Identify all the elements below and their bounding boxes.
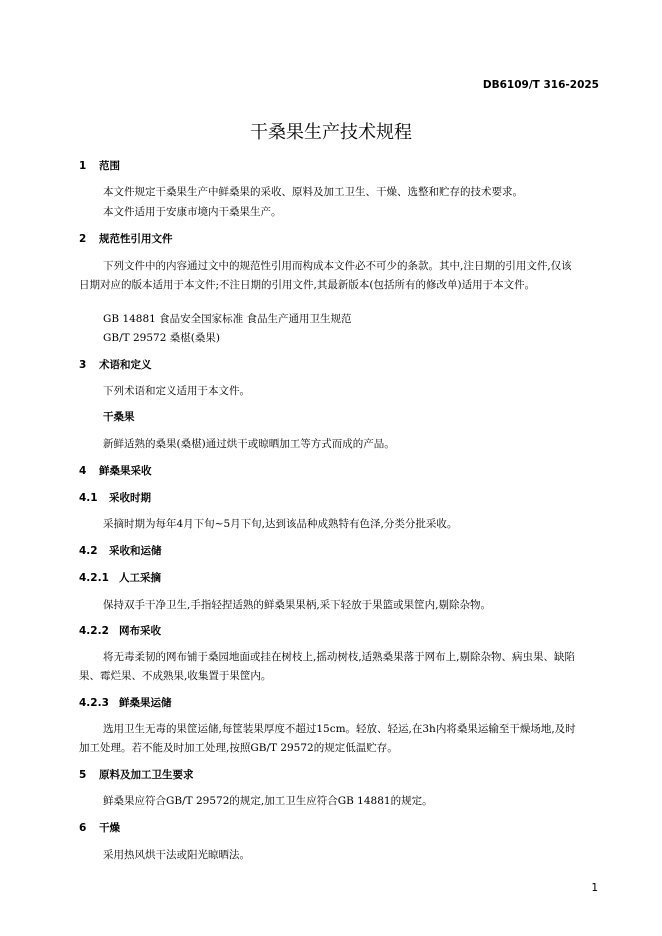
section-heading-5 (79, 767, 194, 782)
section-number: 3 (79, 359, 87, 371)
section-title: 采收和运储 (109, 545, 162, 557)
page-title: 干桑果生产技术规程 (250, 122, 412, 143)
section-heading-1 (79, 158, 120, 173)
section-number: 4.1 (79, 492, 98, 504)
paragraph: 选用卫生无毒的果筐运储,每筐装果厚度不超过15cm。轻放、轻运,在3h内将桑果运输至干燥场地,及时加工处理。若不能及时加工处理,按照GB/T 29572的规定低温贮存。 (79, 723, 576, 754)
paragraph: 将无毒柔韧的网布铺于桑园地面或挂在树枝上,摇动树枝,适熟桑果落于网布上,剔除杂物、病虫果、缺陷果、霉烂果、不成熟果,收集置于果筐内。 (79, 651, 576, 682)
section-heading-3 (79, 357, 152, 372)
section-number: 1 (79, 160, 87, 172)
paragraph: 下列文件中的内容通过文中的规范性引用而构成本文件必不可少的条款。其中,注日期的引用文件,仅该日期对应的版本适用于本文件;不注日期的引用文件,其最新版本(包括所有的修改单)适用于本文件。 (79, 260, 572, 291)
subsection-heading-4-2-3 (79, 695, 172, 710)
section-title: 鲜桑果运储 (119, 697, 172, 709)
section-number: 2 (79, 233, 87, 245)
paragraph: 本文件规定干桑果生产中鲜桑果的采收、原料及加工卫生、干燥、选整和贮存的技术要求。 (103, 186, 523, 198)
subsection-heading-4-1 (79, 490, 151, 505)
section-number: 4 (79, 465, 87, 477)
paragraph: 采摘时期为每年4月下旬~5月下旬,达到该品种成熟特有色泽,分类分批采收。 (103, 518, 458, 530)
paragraph: 鲜桑果应符合GB/T 29572的规定,加工卫生应符合GB 14881的规定。 (103, 795, 433, 807)
page-number: 1 (591, 882, 598, 894)
section-title: 干燥 (99, 822, 120, 834)
section-title: 术语和定义 (99, 359, 152, 371)
subsection-heading-4-2 (79, 543, 162, 558)
section-title: 鲜桑果采收 (99, 465, 152, 477)
section-number: 4.2 (79, 545, 98, 557)
reference-item: GB 14881 食品安全国家标准 食品生产通用卫生规范 (103, 313, 352, 325)
term-heading: 干桑果 (103, 411, 135, 423)
section-title: 规范性引用文件 (99, 233, 173, 245)
paragraph: 保持双手干净卫生,手指轻捏适熟的鲜桑果果柄,采下轻放于果篮或果筐内,剔除杂物。 (103, 599, 492, 611)
section-heading-6 (79, 820, 120, 835)
section-heading-2 (79, 231, 173, 246)
section-title: 网布采收 (119, 625, 161, 637)
section-title: 采收时期 (109, 492, 151, 504)
section-title: 原料及加工卫生要求 (99, 769, 194, 781)
section-number: 4.2.3 (79, 697, 109, 709)
section-number: 6 (79, 822, 87, 834)
document-number: DB6109/T 316-2025 (482, 79, 599, 91)
paragraph: 下列术语和定义适用于本文件。 (103, 385, 250, 397)
paragraph: 新鲜适熟的桑果(桑椹)通过烘干或晾晒加工等方式而成的产品。 (103, 438, 395, 450)
section-number: 4.2.2 (79, 625, 109, 637)
section-title: 人工采摘 (119, 572, 161, 584)
reference-item: GB/T 29572 桑椹(桑果) (103, 332, 220, 344)
section-title: 范围 (99, 160, 120, 172)
paragraph: 采用热风烘干法或阳光晾晒法。 (103, 849, 250, 861)
subsection-heading-4-2-1 (79, 570, 161, 585)
section-number: 4.2.1 (79, 572, 109, 584)
paragraph: 本文件适用于安康市境内干桑果生产。 (103, 206, 282, 218)
section-heading-4 (79, 463, 152, 478)
subsection-heading-4-2-2 (79, 623, 161, 638)
section-number: 5 (79, 769, 87, 781)
